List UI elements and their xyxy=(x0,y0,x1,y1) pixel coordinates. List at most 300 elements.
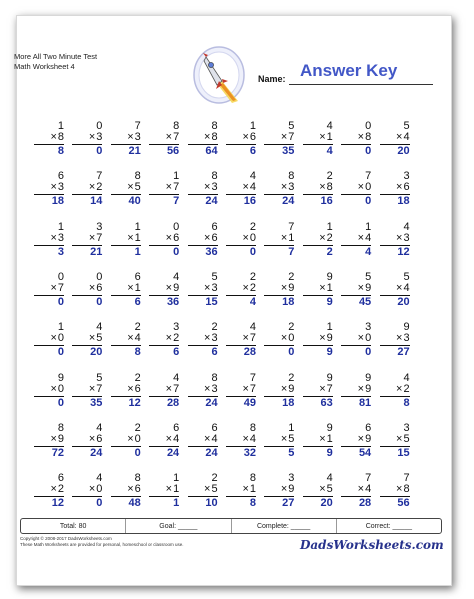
problem xyxy=(188,272,218,308)
times-sign: × xyxy=(357,181,365,194)
times-sign: × xyxy=(280,131,288,143)
problem xyxy=(34,272,64,308)
multiplicand: 8 xyxy=(249,421,256,434)
times-sign: × xyxy=(50,231,57,244)
multiplier: 6 xyxy=(173,231,180,244)
multiplier: 5 xyxy=(211,483,218,496)
multiplier: 1 xyxy=(326,432,333,445)
problem xyxy=(226,272,256,308)
multiplicand: 8 xyxy=(249,472,256,485)
multiplier-line xyxy=(264,484,294,495)
multiplicand: 3 xyxy=(288,472,295,485)
copyright-line-2: These Math Worksheets are provided for personal, homeschool or classroom use. xyxy=(20,542,184,547)
problem xyxy=(111,121,141,157)
goal-cell[interactable]: Goal: _____ xyxy=(125,519,230,533)
times-sign: × xyxy=(165,382,173,395)
multiplier: 7 xyxy=(173,382,180,395)
answer: 27 xyxy=(282,497,295,510)
problem xyxy=(226,473,256,509)
multiplier: 1 xyxy=(326,131,333,143)
multiplicand: 7 xyxy=(288,220,295,233)
multiplier: 0 xyxy=(57,332,64,345)
multiplier: 1 xyxy=(326,281,333,294)
problem xyxy=(264,171,294,207)
multiplicand: 8 xyxy=(134,170,141,183)
answer: 28 xyxy=(358,497,372,510)
multiplicand: 3 xyxy=(403,170,410,183)
multiplier-line xyxy=(264,182,294,193)
times-sign: × xyxy=(127,382,134,395)
multiplicand: 5 xyxy=(211,270,218,283)
multiplier: 0 xyxy=(134,432,141,445)
times-sign: × xyxy=(127,281,134,294)
problem xyxy=(188,423,218,459)
answer: 24 xyxy=(205,396,218,409)
multiplier: 0 xyxy=(249,231,256,244)
problem xyxy=(111,423,141,459)
multiplier: 7 xyxy=(173,131,180,143)
multiplier-line xyxy=(303,333,333,344)
times-sign: × xyxy=(50,382,57,395)
multiplier-line xyxy=(149,233,179,244)
multiplicand: 1 xyxy=(173,170,180,183)
multiplier: 7 xyxy=(96,382,103,395)
multiplier: 4 xyxy=(173,432,180,445)
times-sign: × xyxy=(204,231,211,244)
multiplier: 8 xyxy=(326,181,333,194)
multiplier: 6 xyxy=(134,382,141,395)
times-sign: × xyxy=(396,131,403,143)
multiplier: 3 xyxy=(211,181,218,194)
multiplicand: 2 xyxy=(326,170,333,183)
problem xyxy=(303,171,333,207)
problem xyxy=(149,322,179,358)
problem xyxy=(72,373,102,409)
problem xyxy=(34,222,64,258)
times-sign: × xyxy=(50,332,57,345)
times-sign: × xyxy=(88,281,96,294)
multiplier-line xyxy=(34,484,64,495)
times-sign: × xyxy=(242,332,249,345)
problem xyxy=(341,473,371,509)
problem xyxy=(264,473,294,509)
problem xyxy=(188,322,218,358)
times-sign: × xyxy=(319,332,326,345)
answer: 35 xyxy=(282,145,295,157)
answer: 8 xyxy=(57,145,64,157)
multiplicand: 4 xyxy=(96,321,103,334)
problem xyxy=(341,121,371,157)
multiplier: 9 xyxy=(365,432,372,445)
answer: 1 xyxy=(173,497,180,510)
problem xyxy=(72,322,102,358)
times-sign: × xyxy=(204,281,211,294)
answer: 49 xyxy=(243,396,256,409)
multiplier-line xyxy=(111,182,141,193)
multiplier-line xyxy=(380,434,410,445)
multiplier: 3 xyxy=(96,131,103,143)
problem xyxy=(303,473,333,509)
multiplier-line xyxy=(188,333,218,344)
problem xyxy=(111,171,141,207)
times-sign: × xyxy=(88,382,96,395)
dadsworksheets-logo: DadsWorksheets.com xyxy=(300,538,444,552)
times-sign: × xyxy=(242,231,249,244)
multiplier: 2 xyxy=(249,281,256,294)
multiplicand: 8 xyxy=(288,170,295,183)
multiplicand: 6 xyxy=(57,170,64,183)
multiplier-line xyxy=(111,233,141,244)
multiplier: 9 xyxy=(173,281,180,294)
problem xyxy=(72,222,102,258)
answer: 27 xyxy=(397,346,410,359)
answer: 20 xyxy=(397,145,410,157)
answer: 0 xyxy=(365,346,372,359)
multiplier: 1 xyxy=(134,281,141,294)
multiplier: 4 xyxy=(134,332,141,345)
times-sign: × xyxy=(88,131,96,143)
multiplier-line xyxy=(188,283,218,294)
answer: 35 xyxy=(90,396,103,409)
answer: 6 xyxy=(173,346,180,359)
multiplicand: 1 xyxy=(326,220,333,233)
multiplier: 6 xyxy=(403,181,410,194)
multiplier: 3 xyxy=(288,181,295,194)
multiplicand: 6 xyxy=(211,421,218,434)
answer: 18 xyxy=(51,195,64,208)
times-sign: × xyxy=(357,332,365,345)
multiplier: 5 xyxy=(326,483,333,496)
multiplier: 5 xyxy=(134,181,141,194)
answer: 28 xyxy=(166,396,180,409)
problem xyxy=(380,373,410,409)
multiplier: 0 xyxy=(288,332,295,345)
answer: 15 xyxy=(205,295,218,308)
multiplier: 9 xyxy=(288,382,295,395)
problem xyxy=(380,121,410,157)
answer: 24 xyxy=(282,195,295,208)
answer: 0 xyxy=(96,145,103,157)
multiplier-line xyxy=(264,434,294,445)
multiplier-line xyxy=(226,434,256,445)
answer: 24 xyxy=(90,446,103,459)
multiplicand: 9 xyxy=(326,270,333,283)
problem xyxy=(226,222,256,258)
answer: 10 xyxy=(205,497,218,510)
multiplier-line xyxy=(380,384,410,395)
multiplier: 0 xyxy=(365,181,372,194)
multiplicand: 4 xyxy=(249,170,256,183)
multiplier-line xyxy=(149,384,179,395)
multiplier-line xyxy=(72,384,102,395)
correct-cell[interactable]: Correct: _____ xyxy=(336,519,441,533)
multiplier: 2 xyxy=(173,332,180,345)
multiplier-line xyxy=(341,384,371,395)
multiplier-line xyxy=(149,182,179,193)
times-sign: × xyxy=(165,281,173,294)
multiplier-line xyxy=(188,182,218,193)
answer: 6 xyxy=(249,145,256,157)
times-sign: × xyxy=(396,281,403,294)
multiplier-line xyxy=(380,484,410,495)
answer-key-heading: Answer Key xyxy=(300,61,398,80)
multiplicand: 2 xyxy=(249,220,256,233)
multiplicand: 4 xyxy=(403,371,410,384)
problem xyxy=(188,171,218,207)
multiplicand: 7 xyxy=(96,170,103,183)
times-sign: × xyxy=(88,181,96,194)
times-sign: × xyxy=(127,483,134,496)
problem xyxy=(303,373,333,409)
multiplier-line xyxy=(149,283,179,294)
times-sign: × xyxy=(319,382,326,395)
problem xyxy=(341,373,371,409)
times-sign: × xyxy=(50,281,57,294)
times-sign: × xyxy=(127,181,134,194)
answer: 56 xyxy=(166,145,180,157)
answer: 0 xyxy=(57,295,64,308)
multiplier-line xyxy=(303,384,333,395)
multiplier-line xyxy=(264,333,294,344)
multiplicand: 8 xyxy=(134,472,141,485)
answer: 8 xyxy=(134,346,141,359)
answer: 0 xyxy=(249,245,256,258)
multiplicand: 7 xyxy=(249,371,256,384)
problem xyxy=(188,121,218,157)
multiplicand: 7 xyxy=(403,472,410,485)
times-sign: × xyxy=(127,332,134,345)
copyright-notice xyxy=(20,536,184,548)
multiplicand: 3 xyxy=(96,220,103,233)
multiplier-line xyxy=(149,132,179,143)
multiplicand: 9 xyxy=(403,321,410,334)
multiplier-line xyxy=(72,333,102,344)
multiplicand: 4 xyxy=(173,371,180,384)
times-sign: × xyxy=(50,131,57,143)
problem xyxy=(34,171,64,207)
times-sign: × xyxy=(357,231,365,244)
multiplier: 6 xyxy=(96,281,103,294)
multiplier: 9 xyxy=(57,432,64,445)
multiplier: 1 xyxy=(288,231,295,244)
times-sign: × xyxy=(165,181,173,194)
multiplier: 3 xyxy=(211,382,218,395)
answer: 24 xyxy=(205,195,218,208)
times-sign: × xyxy=(357,483,365,496)
multiplier: 5 xyxy=(96,332,103,345)
multiplicand: 4 xyxy=(96,421,103,434)
times-sign: × xyxy=(242,281,249,294)
answer: 0 xyxy=(96,295,103,308)
times-sign: × xyxy=(204,181,211,194)
times-sign: × xyxy=(396,332,403,345)
multiplicand: 5 xyxy=(403,270,410,283)
multiplicand: 0 xyxy=(96,270,103,283)
problem xyxy=(380,222,410,258)
times-sign: × xyxy=(204,332,211,345)
multiplicand: 7 xyxy=(365,170,372,183)
times-sign: × xyxy=(280,231,288,244)
multiplicand: 8 xyxy=(211,120,218,132)
multiplier: 3 xyxy=(403,332,410,345)
multiplier: 9 xyxy=(365,281,372,294)
multiplier: 4 xyxy=(365,231,372,244)
multiplicand: 3 xyxy=(173,321,180,334)
times-sign: × xyxy=(165,332,173,345)
multiplier-line xyxy=(264,283,294,294)
multiplier: 2 xyxy=(57,483,64,496)
multiplicand: 2 xyxy=(134,421,141,434)
multiplicand: 2 xyxy=(211,321,218,334)
answer: 3 xyxy=(57,245,64,258)
problem xyxy=(341,171,371,207)
times-sign: × xyxy=(319,231,326,244)
multiplier-line xyxy=(341,333,371,344)
multiplicand: 0 xyxy=(96,120,103,132)
problem xyxy=(72,272,102,308)
multiplier-line xyxy=(34,233,64,244)
problem xyxy=(72,423,102,459)
answer: 0 xyxy=(134,446,141,459)
multiplier-line xyxy=(303,484,333,495)
answer: 0 xyxy=(365,195,372,208)
multiplier: 9 xyxy=(288,483,295,496)
multiplicand: 5 xyxy=(288,120,295,132)
multiplier-line xyxy=(72,182,102,193)
name-label: Name: xyxy=(258,74,286,84)
answer: 32 xyxy=(243,446,256,459)
multiplier: 3 xyxy=(403,231,410,244)
multiplier: 5 xyxy=(288,432,295,445)
multiplicand: 3 xyxy=(365,321,372,334)
problem xyxy=(149,121,179,157)
multiplier: 3 xyxy=(134,131,141,143)
multiplier-line xyxy=(72,132,102,143)
times-sign: × xyxy=(88,432,96,445)
multiplier-line xyxy=(188,132,218,143)
multiplicand: 1 xyxy=(288,421,295,434)
multiplier: 6 xyxy=(96,432,103,445)
multiplier-line xyxy=(303,182,333,193)
times-sign: × xyxy=(88,483,96,496)
answer: 36 xyxy=(166,295,180,308)
multiplier: 8 xyxy=(365,131,372,143)
multiplicand: 4 xyxy=(403,220,410,233)
answer: 8 xyxy=(249,497,256,510)
answer: 20 xyxy=(397,295,410,308)
problem xyxy=(264,322,294,358)
multiplier: 2 xyxy=(403,382,410,395)
answer: 0 xyxy=(96,497,103,510)
multiplier: 2 xyxy=(96,181,103,194)
problem xyxy=(341,423,371,459)
problem xyxy=(303,423,333,459)
answer: 20 xyxy=(90,346,103,359)
answer: 9 xyxy=(326,446,333,459)
complete-cell[interactable]: Complete: _____ xyxy=(231,519,336,533)
problem xyxy=(341,222,371,258)
multiplier: 1 xyxy=(173,483,180,496)
answer: 81 xyxy=(358,396,372,409)
answer: 4 xyxy=(326,145,333,157)
times-sign: × xyxy=(204,432,211,445)
problem xyxy=(226,171,256,207)
multiplier-line xyxy=(226,182,256,193)
problem xyxy=(188,222,218,258)
times-sign: × xyxy=(242,432,249,445)
problem xyxy=(303,121,333,157)
times-sign: × xyxy=(357,382,365,395)
times-sign: × xyxy=(50,432,57,445)
multiplier-line xyxy=(380,333,410,344)
times-sign: × xyxy=(280,332,288,345)
problem xyxy=(303,322,333,358)
times-sign: × xyxy=(204,131,211,143)
multiplier-line xyxy=(226,132,256,143)
multiplier-line xyxy=(341,434,371,445)
title-line-2: Math Worksheet 4 xyxy=(14,62,75,71)
score-box xyxy=(20,518,442,534)
multiplicand: 6 xyxy=(57,472,64,485)
problem xyxy=(111,373,141,409)
multiplier-line xyxy=(34,182,64,193)
multiplicand: 0 xyxy=(365,120,372,132)
problem xyxy=(34,322,64,358)
answer: 14 xyxy=(90,195,103,208)
answer: 8 xyxy=(403,396,410,409)
multiplicand: 9 xyxy=(57,371,64,384)
multiplier: 0 xyxy=(365,332,372,345)
title-line-1: More All Two Minute Test xyxy=(14,52,98,61)
multiplicand: 4 xyxy=(249,321,256,334)
problem xyxy=(303,222,333,258)
answer: 54 xyxy=(358,446,372,459)
times-sign: × xyxy=(50,181,57,194)
multiplicand: 1 xyxy=(173,472,180,485)
multiplier-line xyxy=(149,333,179,344)
multiplier-line xyxy=(341,233,371,244)
multiplier-line xyxy=(111,434,141,445)
problem xyxy=(34,373,64,409)
answer: 12 xyxy=(51,497,64,510)
answer: 0 xyxy=(57,396,64,409)
answer: 1 xyxy=(134,245,141,258)
problem xyxy=(72,171,102,207)
multiplier-line xyxy=(188,484,218,495)
times-sign: × xyxy=(242,131,249,143)
total-cell: Total: 80 xyxy=(59,522,87,530)
times-sign: × xyxy=(165,131,173,143)
multiplicand: 1 xyxy=(57,321,64,334)
problem xyxy=(264,423,294,459)
answer: 5 xyxy=(288,446,295,459)
problem xyxy=(149,373,179,409)
problem xyxy=(303,272,333,308)
multiplier: 6 xyxy=(211,231,218,244)
multiplier-line xyxy=(380,233,410,244)
multiplier: 7 xyxy=(326,382,333,395)
multiplier: 7 xyxy=(249,332,256,345)
problem xyxy=(264,222,294,258)
multiplier-line xyxy=(226,384,256,395)
times-sign: × xyxy=(242,483,249,496)
multiplier-line xyxy=(341,484,371,495)
multiplier: 4 xyxy=(249,181,256,194)
times-sign: × xyxy=(242,382,249,395)
multiplicand: 0 xyxy=(173,220,180,233)
multiplier: 1 xyxy=(134,231,141,244)
multiplier-line xyxy=(34,333,64,344)
